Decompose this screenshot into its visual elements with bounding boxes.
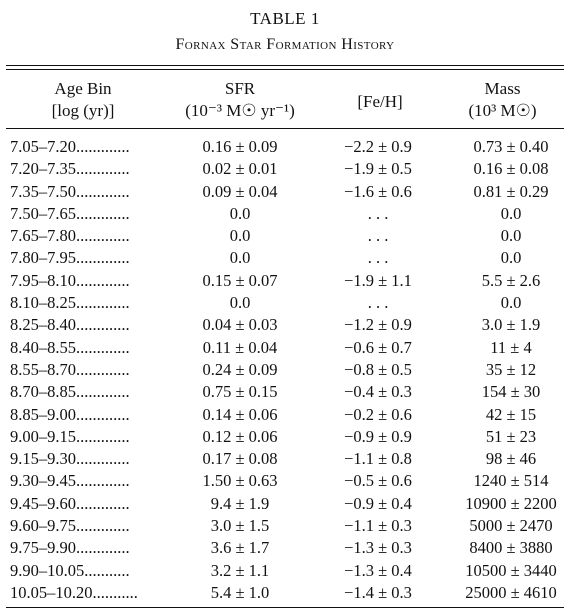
cell-sfr: 0.11 ± 0.04 [202,337,278,357]
cell-feh: −1.3 ± 0.3 [344,538,412,558]
cell-age-bin: 7.65–7.80............. [10,226,130,246]
cell-sfr: 5.4 ± 1.0 [210,582,270,602]
cell-mass: 0.0 [500,203,522,223]
cell-mass: 0.0 [500,248,522,268]
cell-age-bin: 9.00–9.15............. [10,426,130,446]
cell-age-bin: 10.05–10.20........... [10,582,138,602]
table-row [0,226,570,248]
cell-sfr: 3.0 ± 1.5 [210,516,270,536]
cell-feh: . . . [367,248,389,268]
cell-feh: . . . [367,226,389,246]
cell-feh: −1.6 ± 0.6 [344,181,412,201]
cell-age-bin: 7.50–7.65............. [10,203,130,223]
cell-mass: 0.0 [500,293,522,313]
cell-sfr: 0.75 ± 0.15 [202,382,278,402]
cell-feh: −0.5 ± 0.6 [344,471,412,491]
header-feh [330,91,430,113]
cell-sfr: 0.16 ± 0.09 [202,137,278,156]
cell-sfr: 9.4 ± 1.9 [210,493,270,513]
table-row [0,271,570,293]
table-row [0,583,570,605]
cell-feh: −1.3 ± 0.4 [344,560,412,580]
table-row [0,293,570,315]
cell-sfr: 0.17 ± 0.08 [202,449,278,469]
header-mass-unit: (10³ M☉) [468,101,537,120]
cell-age-bin: 8.70–8.85............. [10,382,130,402]
table-caption: Fornax Star Formation History [175,36,395,53]
cell-feh: −0.2 ± 0.6 [344,404,412,424]
header-sfr-title: SFR [224,79,256,98]
cell-age-bin: 9.60–9.75............. [10,516,130,536]
cell-sfr: 0.0 [229,203,251,223]
header-mass [440,78,565,122]
cell-sfr: 0.14 ± 0.06 [202,404,278,424]
cell-feh: −1.1 ± 0.8 [344,449,412,469]
table-row [0,516,570,538]
cell-feh: −0.9 ± 0.4 [344,493,412,513]
cell-age-bin: 7.35–7.50............. [10,181,130,201]
cell-mass: 5.5 ± 2.6 [481,270,541,290]
table-row [0,204,570,226]
cell-sfr: 0.09 ± 0.04 [202,181,278,201]
cell-sfr: 0.0 [229,293,251,313]
cell-feh: −0.9 ± 0.9 [344,426,412,446]
table-row [0,538,570,560]
cell-age-bin: 9.75–9.90............. [10,538,130,558]
cell-feh: . . . [367,203,389,223]
table-row [0,382,570,404]
top-rule [6,65,564,66]
table-label: TABLE 1 [250,9,320,28]
cell-age-bin: 9.45–9.60............. [10,493,130,513]
cell-sfr: 3.6 ± 1.7 [210,538,270,558]
cell-mass: 0.16 ± 0.08 [473,159,549,179]
cell-age-bin: 8.55–8.70............. [10,359,130,379]
cell-mass: 0.73 ± 0.40 [473,137,549,156]
table-row [0,471,570,493]
cell-sfr: 0.15 ± 0.07 [202,270,278,290]
table-row [0,137,570,159]
table-body [0,137,570,605]
cell-feh: −1.2 ± 0.9 [344,315,412,335]
table-row [0,427,570,449]
cell-feh: −0.8 ± 0.5 [344,359,412,379]
cell-mass: 98 ± 46 [485,449,537,469]
cell-mass: 0.0 [500,226,522,246]
cell-mass: 42 ± 15 [485,404,537,424]
cell-feh: −1.9 ± 0.5 [344,159,412,179]
cell-age-bin: 7.95–8.10............. [10,270,130,290]
cell-age-bin: 9.15–9.30............. [10,449,130,469]
cell-sfr: 0.0 [229,226,251,246]
cell-mass: 8400 ± 3880 [469,538,553,558]
table-row [0,315,570,337]
cell-feh: −2.2 ± 0.9 [344,137,412,156]
top-rule-double [6,69,564,70]
cell-feh: −1.9 ± 1.1 [344,270,412,290]
table-row [0,494,570,516]
cell-sfr: 0.24 ± 0.09 [202,359,278,379]
cell-mass: 154 ± 30 [481,382,541,402]
cell-age-bin: 9.90–10.05........... [10,560,130,580]
cell-mass: 25000 ± 4610 [465,582,557,602]
cell-age-bin: 8.10–8.25............. [10,293,130,313]
table-row [0,248,570,270]
cell-age-bin: 8.25–8.40............. [10,315,130,335]
cell-sfr: 0.04 ± 0.03 [202,315,278,335]
table-row [0,561,570,583]
cell-sfr: 0.02 ± 0.01 [202,159,278,179]
cell-age-bin: 7.20–7.35............. [10,159,130,179]
cell-mass: 5000 ± 2470 [469,516,553,536]
cell-feh: −1.1 ± 0.3 [344,516,412,536]
cell-mass: 3.0 ± 1.9 [481,315,541,335]
cell-mass: 0.81 ± 0.29 [473,181,549,201]
header-mass-title: Mass [484,79,521,98]
cell-sfr: 0.12 ± 0.06 [202,426,278,446]
cell-feh: . . . [367,293,389,313]
cell-mass: 10500 ± 3440 [465,560,557,580]
header-feh-title: [Fe/H] [357,92,403,111]
header-age-bin [28,78,138,122]
header-age-title: Age Bin [54,79,112,98]
table-row [0,338,570,360]
cell-mass: 11 ± 4 [490,337,532,357]
cell-mass: 10900 ± 2200 [465,493,557,513]
cell-sfr: 1.50 ± 0.63 [202,471,278,491]
table-row [0,360,570,382]
table-row [0,449,570,471]
header-sfr [170,78,310,122]
cell-mass: 35 ± 12 [485,359,537,379]
header-rule [6,128,564,129]
cell-age-bin: 9.30–9.45............. [10,471,130,491]
cell-age-bin: 8.40–8.55............. [10,337,130,357]
header-age-unit: [log (yr)] [51,101,115,120]
cell-mass: 1240 ± 514 [473,471,549,491]
cell-feh: −0.4 ± 0.3 [344,382,412,402]
cell-sfr: 0.0 [229,248,251,268]
bottom-rule [6,607,564,608]
table-row [0,182,570,204]
table-row [0,159,570,181]
cell-mass: 51 ± 23 [485,426,537,446]
cell-sfr: 3.2 ± 1.1 [210,560,270,580]
table-row [0,405,570,427]
cell-age-bin: 7.80–7.95............. [10,248,130,268]
cell-age-bin: 8.85–9.00............. [10,404,130,424]
header-sfr-unit: (10⁻³ M☉ yr⁻¹) [185,101,295,120]
cell-age-bin: 7.05–7.20............. [10,137,130,156]
cell-feh: −1.4 ± 0.3 [344,582,412,602]
cell-feh: −0.6 ± 0.7 [344,337,412,357]
